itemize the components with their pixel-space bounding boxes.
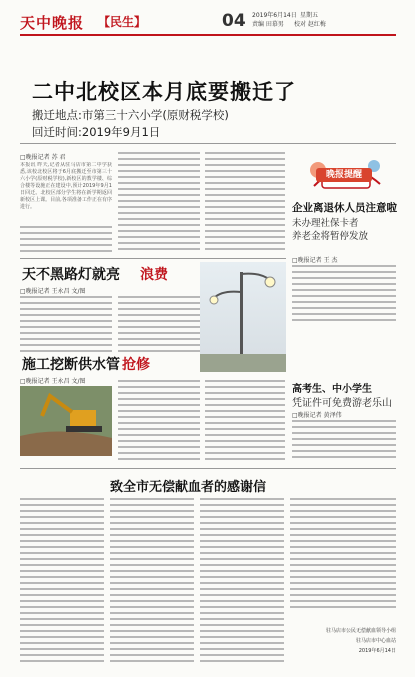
lead-body-column-2 [118, 152, 200, 254]
masthead-rule [20, 34, 396, 36]
construction-body-column-1 [118, 380, 200, 460]
letter-body-column-2 [110, 498, 194, 663]
construction-byline: □晚报记者 王永昌 文/图 [20, 378, 86, 385]
section-label: 【民生】 [98, 15, 147, 29]
students-body-text [292, 420, 396, 462]
letter-body-column-4 [290, 498, 396, 608]
reminder-line-2: 未办理社保卡者 [292, 218, 359, 229]
editor-credit: 责编 田慕男 [252, 21, 284, 28]
lead-headline: 二中北校区本月底要搬迁了 [32, 80, 296, 104]
proof-credit: 校对 赵红梅 [294, 21, 326, 28]
lamp-tag: 浪费 [140, 267, 168, 283]
excavator-image [20, 386, 112, 456]
lamp-byline: □晚报记者 王永昌 文/图 [20, 288, 86, 295]
lead-body-column-3 [205, 152, 285, 254]
page-number: 04 [222, 11, 246, 31]
lamp-body-column-2 [118, 296, 200, 356]
letter-top-rule [20, 468, 396, 469]
students-byline: □晚报记者 黄泽伟 [292, 412, 342, 419]
reminder-body-text [292, 265, 396, 325]
letter-date: 2019年6月14日 [358, 648, 396, 654]
construction-body-column-2 [205, 380, 285, 460]
lamp-headline: 天不黑路灯就亮 [22, 267, 120, 283]
letter-signature-1: 驻马店市公民无偿献血领导小组 [325, 628, 396, 634]
lead-body-text: 本报讯 昨天,记者从驻马店市第二中学获悉,该校北校区将于6月底搬迁至市第三十六小学(原财税学校),新校区的教学楼、综合楼等设施正在建设中,预计2019年9月1日回迁。北校区部分学生将在新学期返回新校区上课。目前,各项准备工作正在有序进行。 [20, 162, 112, 210]
lamp-top-rule [20, 258, 286, 259]
reminder-banner [290, 148, 398, 250]
lead-subline-location: 搬迁地点:市第三十六小学(原财税学校) [32, 108, 229, 122]
lead-subline-date: 回迁时间:2019年9月1日 [32, 125, 161, 139]
students-headline: 高考生、中小学生 [292, 384, 372, 395]
lamp-body-column-1 [20, 296, 112, 356]
reminder-title: 晚报提醒 [316, 168, 372, 182]
lead-byline: □晚报记者 苏 君 [20, 154, 66, 161]
streetlight-image [200, 262, 286, 372]
excavator-photo [20, 386, 112, 456]
reminder-byline: □晚报记者 王 杰 [292, 257, 338, 264]
letter-signature-2: 驻马店市中心血站 [355, 638, 396, 644]
newspaper-logo: 天中晚报 [20, 14, 85, 32]
letter-body-column-1 [20, 498, 104, 663]
issue-weekday: 星期五 [300, 12, 319, 19]
construction-headline: 施工挖断供水管 [22, 357, 120, 373]
masthead [20, 10, 400, 34]
issue-date: 2019年6月14日 [252, 12, 297, 19]
lead-divider [20, 143, 396, 144]
letter-headline: 致全市无偿献血者的感谢信 [110, 480, 267, 495]
students-subheadline: 凭证件可免费游老乐山 [292, 398, 392, 409]
letter-body-column-3 [200, 498, 284, 663]
construction-tag: 抢修 [122, 357, 150, 373]
reminder-line-3: 养老金将暂停发放 [292, 231, 369, 242]
reminder-line-1: 企业离退休人员注意啦 [292, 202, 397, 214]
streetlight-photo [200, 262, 286, 372]
lead-body-column-1 [20, 226, 112, 254]
